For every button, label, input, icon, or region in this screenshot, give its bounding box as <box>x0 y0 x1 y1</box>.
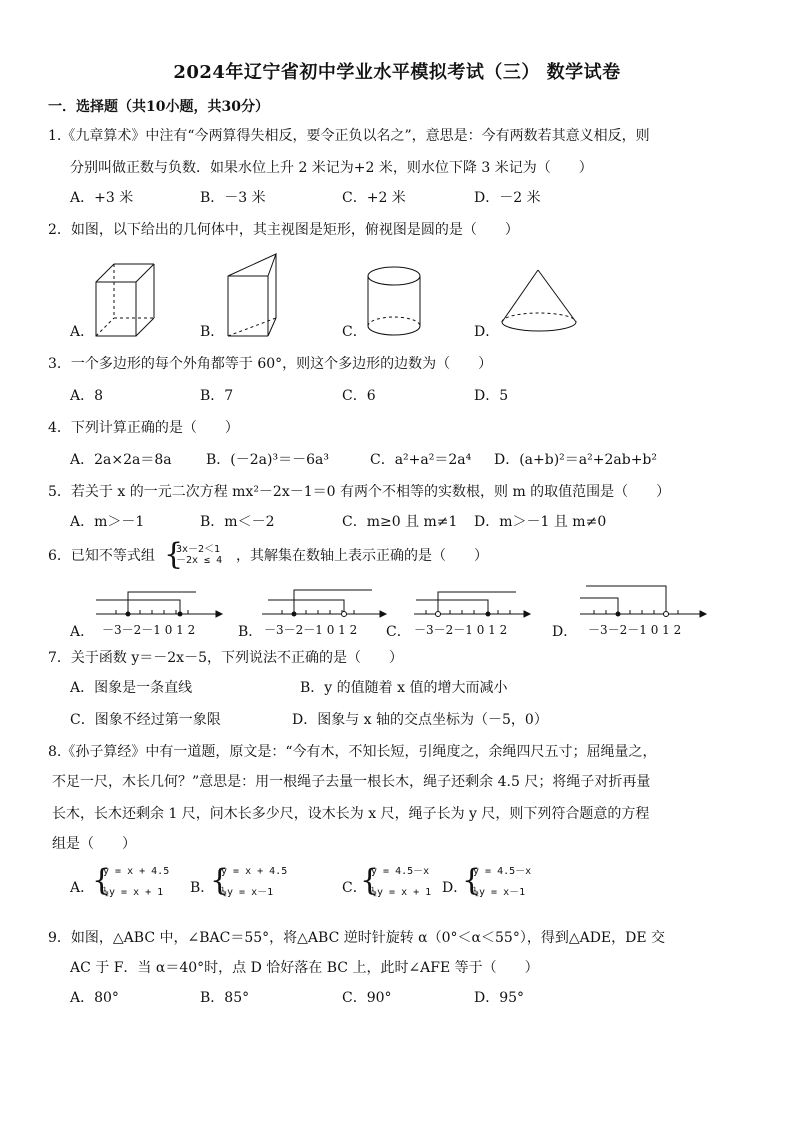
q1-option-a[interactable]: A．+3 米 <box>70 190 134 206</box>
q2-option-a[interactable]: A． <box>70 324 95 340</box>
q3-option-c[interactable]: C．6 <box>342 388 376 404</box>
q9-option-a[interactable]: A．80° <box>70 990 119 1006</box>
q8-line4: 组是（ ） <box>52 836 136 852</box>
section-heading: 一．选择题（共10小题，共30分） <box>48 99 269 115</box>
q6-system-top: 3x－2＜1 <box>176 544 221 555</box>
q7-option-c[interactable]: C．图象不经过第一象限 <box>70 712 221 728</box>
q8-c-brace: { <box>360 863 380 898</box>
q8-c-bottom: ½y = x + 1 <box>371 887 432 898</box>
q8-a-top: y = x + 4.5 <box>103 866 170 877</box>
q4-option-c[interactable]: C．a²+a²＝2a⁴ <box>370 452 472 468</box>
q6-brace: { <box>164 537 184 572</box>
prism-figure <box>224 252 288 338</box>
q8-line1: 8.《孙子算经》中有一道题，原文是：“今有木，不知长短，引绳度之，余绳四尺五寸；屈绳量之， <box>48 744 657 760</box>
q8-d-brace: { <box>462 863 482 898</box>
cube-figure <box>94 260 158 338</box>
q8-option-b[interactable]: B． <box>190 880 215 896</box>
page-title: 2024年辽宁省初中学业水平模拟考试（三） 数学试卷 <box>173 62 621 83</box>
q8-b-brace: { <box>210 863 230 898</box>
numberline-a <box>96 588 220 618</box>
q1-option-c[interactable]: C．+2 米 <box>342 190 406 206</box>
q7-option-d[interactable]: D．图象与 x 轴的交点坐标为（－5，0） <box>292 712 548 728</box>
numberline-c-labels: －3－2－1 0 1 2 <box>414 623 508 637</box>
q6-option-b[interactable]: B． <box>238 624 263 640</box>
q8-a-system <box>103 866 169 898</box>
q4-option-d[interactable]: D．(a+b)²＝a²+2ab+b² <box>494 452 658 468</box>
q7-option-a[interactable]: A．图象是一条直线 <box>70 680 193 696</box>
q8-option-c[interactable]: C． <box>342 880 367 896</box>
numberline-d-labels: －3－2－1 0 1 2 <box>588 623 682 637</box>
q8-a-brace: { <box>92 863 112 898</box>
q2-option-c[interactable]: C． <box>342 324 367 340</box>
q9-option-b[interactable]: B．85° <box>200 990 250 1006</box>
q8-a-bottom: ½y = x + 1 <box>103 887 164 898</box>
q5-option-a[interactable]: A．m＞－1 <box>70 514 145 530</box>
q9-option-c[interactable]: C．90° <box>342 990 392 1006</box>
q8-d-bottom: ½y = x－1 <box>473 887 526 898</box>
q9-line2: AC 于 F．当 α＝40°时，点 D 恰好落在 BC 上，此时∠AFE 等于（ ） <box>70 960 539 976</box>
q4-line1: 4．下列计算正确的是（ ） <box>48 420 239 436</box>
q1-option-d[interactable]: D．－2 米 <box>474 190 541 206</box>
q6-system-bottom: －2x ≤ 4 <box>176 555 223 566</box>
q6-suffix: ，其解集在数轴上表示正确的是（ ） <box>236 548 488 564</box>
q3-line1: 3．一个多边形的每个外角都等于 60°，则这个多边形的边数为（ ） <box>48 356 493 372</box>
q2-option-d[interactable]: D． <box>474 324 500 340</box>
q8-c-top: y = 4.5－x <box>371 866 430 877</box>
q9-line1: 9．如图，△ABC 中，∠BAC＝55°，将△ABC 逆时针旋转 α（0°＜α＜55°），得到△ADE，DE 交 <box>48 930 666 946</box>
numberline-c <box>414 588 538 618</box>
q4-option-a[interactable]: A．2a×2a＝8a <box>70 452 172 468</box>
q3-option-b[interactable]: B．7 <box>200 388 234 404</box>
q8-line2: 不足一尺，木长几何？”意思是：用一根绳子去量一根长木，绳子还剩余 4.5 尺；将绳子对折再量 <box>52 774 651 790</box>
q8-d-system <box>473 866 531 898</box>
numberline-b-labels: －3－2－1 0 1 2 <box>264 623 358 637</box>
q1-line1: 1.《九章算术》中注有“今两算得失相反，要令正负以名之”，意思是：今有两数若其意义相反，则 <box>48 128 650 144</box>
q8-line3: 长木，长木还剩余 1 尺，问木长多少尺，设木长为 x 尺，绳子长为 y 尺，则下列符合题意的方程 <box>52 806 650 822</box>
q7-option-b[interactable]: B．y 的值随着 x 值的增大而减小 <box>300 680 508 696</box>
q1-option-b[interactable]: B．－3 米 <box>200 190 266 206</box>
numberline-a-labels: －3－2－1 0 1 2 <box>102 623 196 637</box>
q8-option-a[interactable]: A． <box>70 880 95 896</box>
q1-line2: 分别叫做正数与负数．如果水位上升 2 米记为+2 米，则水位下降 3 米记为（ ） <box>70 160 593 176</box>
q5-line1: 5．若关于 x 的一元二次方程 mx²－2x－1＝0 有两个不相等的实数根，则 m 的取值范围是（ ） <box>48 484 671 500</box>
numberline-d <box>580 582 710 618</box>
q9-option-d[interactable]: D．95° <box>474 990 525 1006</box>
q2-line1: 2．如图，以下给出的几何体中，其主视图是矩形，俯视图是圆的是（ ） <box>48 222 519 238</box>
q8-b-top: y = x + 4.5 <box>221 866 288 877</box>
q6-option-d[interactable]: D． <box>552 624 578 640</box>
q6-prefix: 6．已知不等式组 <box>48 548 155 564</box>
q8-b-bottom: ½y = x－1 <box>221 887 274 898</box>
q3-option-a[interactable]: A．8 <box>70 388 104 404</box>
q7-line1: 7．关于函数 y＝－2x－5，下列说法不正确的是（ ） <box>48 650 403 666</box>
q6-option-c[interactable]: C． <box>386 624 411 640</box>
q6-option-a[interactable]: A． <box>70 624 95 640</box>
q5-option-b[interactable]: B．m＜－2 <box>200 514 275 530</box>
q8-d-top: y = 4.5－x <box>473 866 532 877</box>
q3-option-d[interactable]: D．5 <box>474 388 509 404</box>
q2-option-b[interactable]: B． <box>200 324 225 340</box>
q5-option-d[interactable]: D．m＞－1 且 m≠0 <box>474 514 607 530</box>
q8-option-d[interactable]: D． <box>442 880 468 896</box>
q5-option-c[interactable]: C．m≥0 且 m≠1 <box>342 514 458 530</box>
cone-figure <box>500 268 580 334</box>
q8-b-system <box>221 866 287 898</box>
q8-c-system <box>371 866 431 898</box>
cylinder-figure <box>366 264 424 338</box>
q6-system <box>176 544 222 566</box>
q4-option-b[interactable]: B．(－2a)³＝－6a³ <box>206 452 329 468</box>
numberline-b <box>262 588 386 618</box>
